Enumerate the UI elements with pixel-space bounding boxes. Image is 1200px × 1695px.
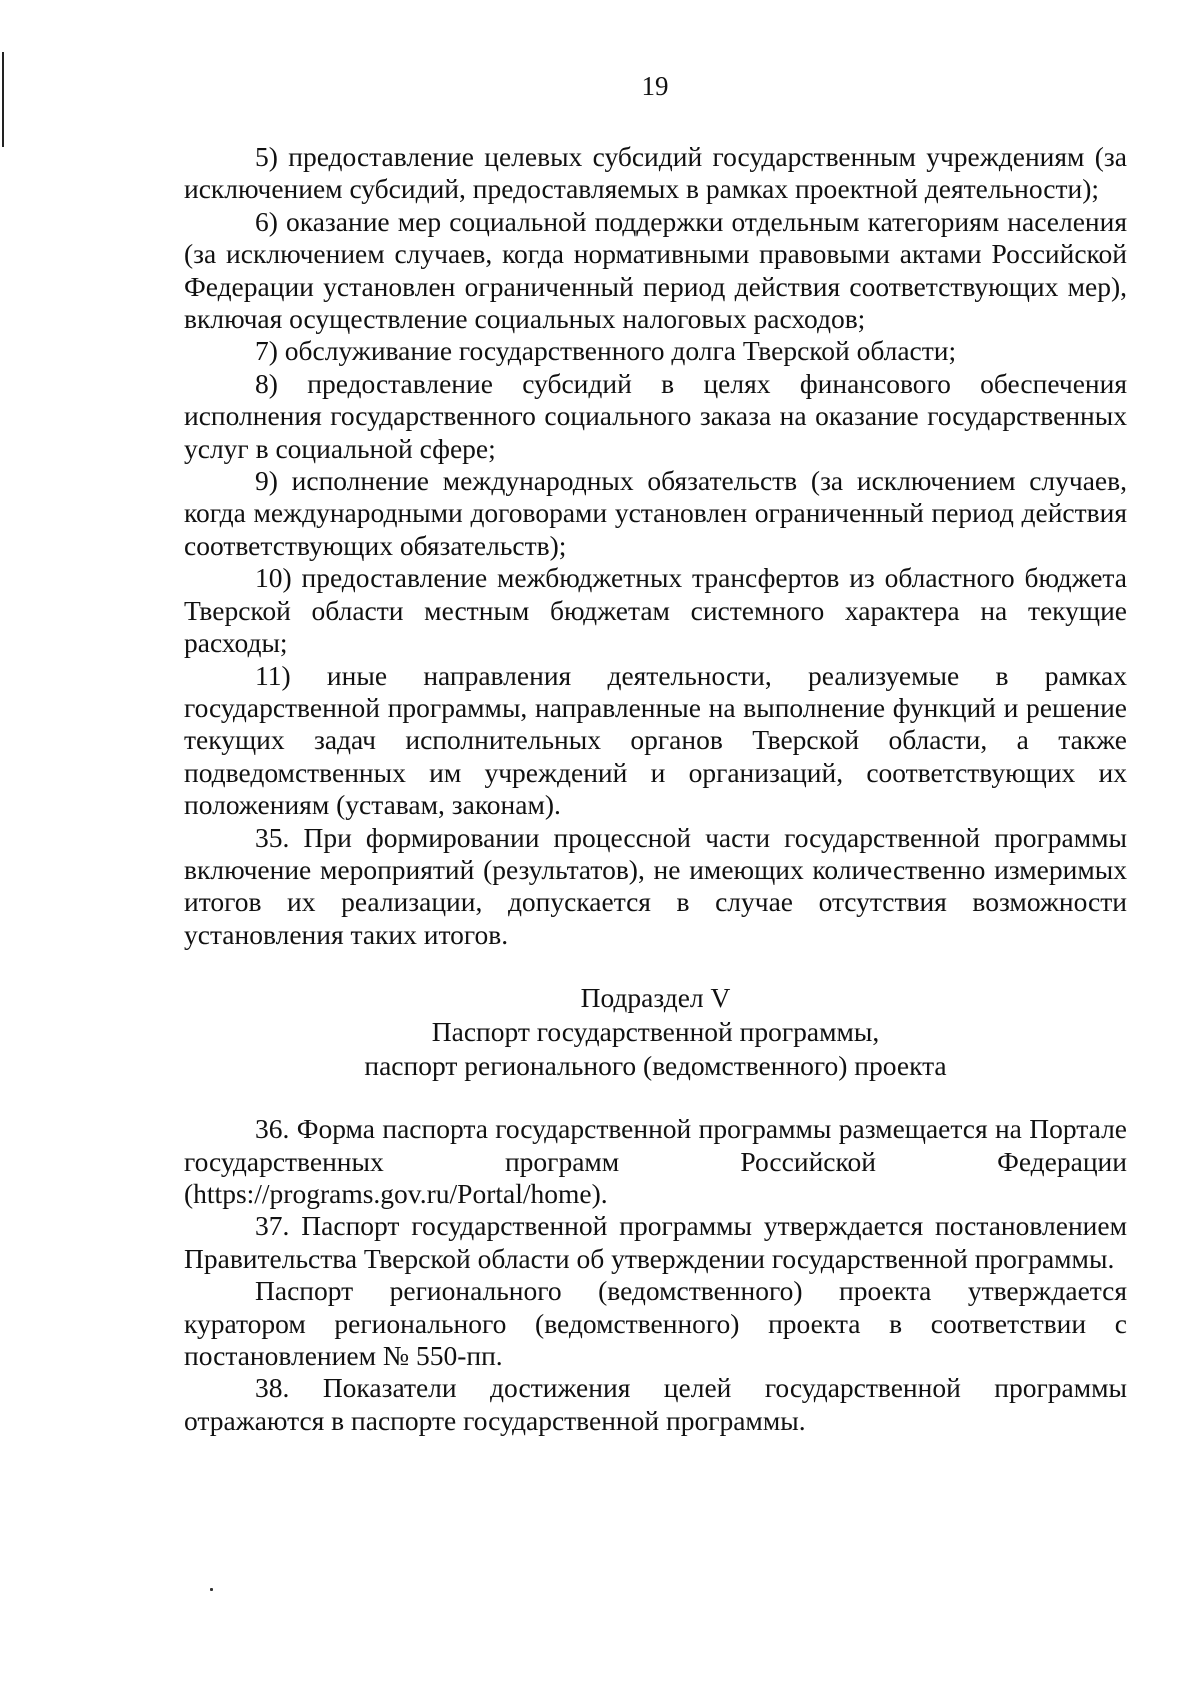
clause-37: 37. Паспорт государственной программы утверждается постановлением Правительства Тверской области об утверждении государственной программы. [184, 1210, 1127, 1274]
clause-37-passport: Паспорт регионального (ведомственного) проекта утверждается куратором регионального (ведомственного) проекта в соответствии с постановлением № 550-пп. [184, 1275, 1127, 1371]
list-item-11: 11) иные направления деятельности, реализуемые в рамках государственной программы, направленные на выполнение функций и решение текущих задач исполнительных органов Тверской области, а также подведомственных им учреждений и организаций, соответствующих их положениям (уставам, законам). [184, 659, 1127, 821]
list-item-7: 7) обслуживание государственного долга Тверской области; [255, 335, 957, 367]
document-body [184, 141, 1127, 1437]
clause-35: 35. При формировании процессной части государственной программы включение мероприятий (результатов), не имеющих количественно измеримых итогов их реализации, допускается в случае отсутствия возможности установления таких итогов. [184, 821, 1127, 950]
clause-38: 38. Показатели достижения целей государственной программы отражаются в паспорте государственной программы. [184, 1372, 1127, 1436]
list-item-6: 6) оказание мер социальной поддержки отдельным категориям населения (за исключением случаев, когда нормативными правовыми актами Российской Федерации установлен ограниченный период действия соответствующих мер), включая осуществление социальных налоговых расходов; [184, 205, 1127, 335]
list-item-5: 5) предоставление целевых субсидий государственным учреждениям (за исключением субсидий, предоставляемых в рамках проектной деятельности); [184, 141, 1127, 205]
page-number: 19 [641, 71, 669, 101]
subsection-line-2: паспорт регионального (ведомственного) проекта [364, 1050, 947, 1082]
subsection-title: Подраздел V [580, 982, 731, 1014]
subsection-heading [184, 981, 1127, 1083]
list-item-10: 10) предоставление межбюджетных трансфертов из областного бюджета Тверской области местным бюджетам системного характера на текущие расходы; [184, 562, 1127, 659]
subsection-line-1: Паспорт государственной программы, [431, 1016, 880, 1048]
clause-36: 36. Форма паспорта государственной программы размещается на Портале государственных программ Российской Федерации (https://programs.gov.ru/Portal/home). [184, 1113, 1127, 1209]
scan-speck [210, 1588, 213, 1591]
list-item-9: 9) исполнение международных обязательств (за исключением случаев, когда международными договорами установлен ограниченный период действия соответствующих обязательств); [184, 465, 1127, 561]
list-item-8: 8) предоставление субсидий в целях финансового обеспечения исполнения государственного социального заказа на оказание государственных услуг в социальной сфере; [184, 367, 1127, 464]
